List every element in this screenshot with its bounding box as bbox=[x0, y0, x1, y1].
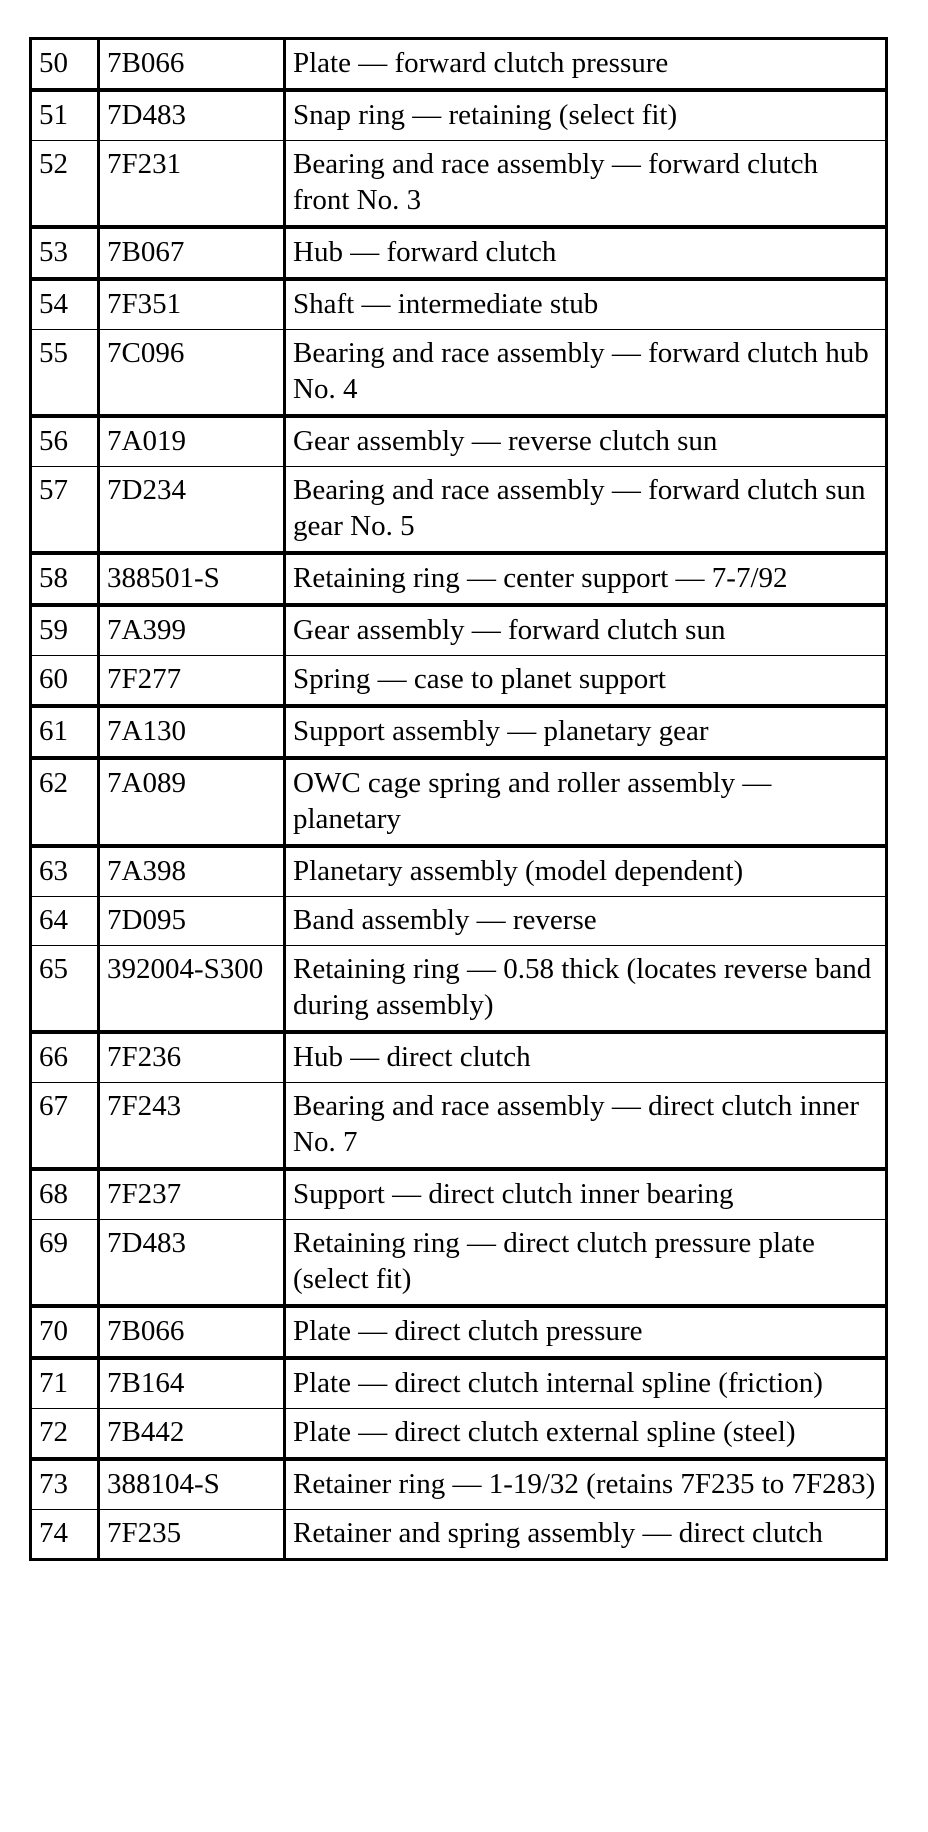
part-number-cell: 7B067 bbox=[99, 227, 285, 279]
description-cell: Bearing and race assembly — direct clutch inner No. 7 bbox=[285, 1083, 887, 1170]
table-row bbox=[31, 1032, 887, 1083]
part-number-cell: 7F235 bbox=[99, 1510, 285, 1560]
item-number-cell: 74 bbox=[31, 1510, 99, 1560]
part-number-cell: 392004-S300 bbox=[99, 946, 285, 1033]
part-number-cell: 7F236 bbox=[99, 1032, 285, 1083]
description-cell: Retaining ring — direct clutch pressure plate (select fit) bbox=[285, 1220, 887, 1307]
table-row bbox=[31, 1510, 887, 1560]
description-cell: OWC cage spring and roller assembly — planetary bbox=[285, 758, 887, 846]
description-cell: Support — direct clutch inner bearing bbox=[285, 1169, 887, 1220]
description-cell: Retainer and spring assembly — direct clutch bbox=[285, 1510, 887, 1560]
part-number-cell: 7F231 bbox=[99, 141, 285, 228]
part-number-cell: 388104-S bbox=[99, 1459, 285, 1510]
table-row bbox=[31, 605, 887, 656]
part-number-cell: 7F277 bbox=[99, 656, 285, 707]
table-row bbox=[31, 416, 887, 467]
description-cell: Hub — forward clutch bbox=[285, 227, 887, 279]
item-number-cell: 54 bbox=[31, 279, 99, 330]
table-row bbox=[31, 39, 887, 91]
part-number-cell: 7A399 bbox=[99, 605, 285, 656]
part-number-cell: 7D234 bbox=[99, 467, 285, 554]
table-row bbox=[31, 227, 887, 279]
part-number-cell: 388501-S bbox=[99, 553, 285, 605]
item-number-cell: 53 bbox=[31, 227, 99, 279]
description-cell: Bearing and race assembly — forward clutch sun gear No. 5 bbox=[285, 467, 887, 554]
table-row bbox=[31, 1083, 887, 1170]
parts-table-body bbox=[31, 39, 887, 1560]
description-cell: Plate — direct clutch internal spline (friction) bbox=[285, 1358, 887, 1409]
part-number-cell: 7C096 bbox=[99, 330, 285, 417]
part-number-cell: 7F237 bbox=[99, 1169, 285, 1220]
item-number-cell: 62 bbox=[31, 758, 99, 846]
item-number-cell: 51 bbox=[31, 90, 99, 141]
part-number-cell: 7D483 bbox=[99, 1220, 285, 1307]
description-cell: Plate — direct clutch pressure bbox=[285, 1306, 887, 1358]
item-number-cell: 59 bbox=[31, 605, 99, 656]
table-row bbox=[31, 1459, 887, 1510]
description-cell: Planetary assembly (model dependent) bbox=[285, 846, 887, 897]
item-number-cell: 68 bbox=[31, 1169, 99, 1220]
part-number-cell: 7D483 bbox=[99, 90, 285, 141]
item-number-cell: 67 bbox=[31, 1083, 99, 1170]
part-number-cell: 7A089 bbox=[99, 758, 285, 846]
item-number-cell: 70 bbox=[31, 1306, 99, 1358]
description-cell: Gear assembly — reverse clutch sun bbox=[285, 416, 887, 467]
item-number-cell: 72 bbox=[31, 1409, 99, 1460]
part-number-cell: 7D095 bbox=[99, 897, 285, 946]
part-number-cell: 7A398 bbox=[99, 846, 285, 897]
part-number-cell: 7F351 bbox=[99, 279, 285, 330]
table-row bbox=[31, 467, 887, 554]
description-cell: Gear assembly — forward clutch sun bbox=[285, 605, 887, 656]
part-number-cell: 7F243 bbox=[99, 1083, 285, 1170]
description-cell: Bearing and race assembly — forward clutch front No. 3 bbox=[285, 141, 887, 228]
table-row bbox=[31, 1409, 887, 1460]
item-number-cell: 52 bbox=[31, 141, 99, 228]
description-cell: Shaft — intermediate stub bbox=[285, 279, 887, 330]
description-cell: Plate — direct clutch external spline (steel) bbox=[285, 1409, 887, 1460]
description-cell: Snap ring — retaining (select fit) bbox=[285, 90, 887, 141]
item-number-cell: 73 bbox=[31, 1459, 99, 1510]
description-cell: Plate — forward clutch pressure bbox=[285, 39, 887, 91]
table-row bbox=[31, 656, 887, 707]
description-cell: Retainer ring — 1-19/32 (retains 7F235 to 7F283) bbox=[285, 1459, 887, 1510]
item-number-cell: 57 bbox=[31, 467, 99, 554]
item-number-cell: 55 bbox=[31, 330, 99, 417]
item-number-cell: 61 bbox=[31, 706, 99, 758]
table-row bbox=[31, 1358, 887, 1409]
part-number-cell: 7A130 bbox=[99, 706, 285, 758]
item-number-cell: 63 bbox=[31, 846, 99, 897]
table-row bbox=[31, 706, 887, 758]
item-number-cell: 58 bbox=[31, 553, 99, 605]
table-row bbox=[31, 897, 887, 946]
table-row bbox=[31, 330, 887, 417]
table-row bbox=[31, 553, 887, 605]
table-row bbox=[31, 758, 887, 846]
description-cell: Spring — case to planet support bbox=[285, 656, 887, 707]
item-number-cell: 60 bbox=[31, 656, 99, 707]
description-cell: Retaining ring — center support — 7-7/92 bbox=[285, 553, 887, 605]
table-row bbox=[31, 1169, 887, 1220]
part-number-cell: 7B442 bbox=[99, 1409, 285, 1460]
description-cell: Hub — direct clutch bbox=[285, 1032, 887, 1083]
description-cell: Retaining ring — 0.58 thick (locates reverse band during assembly) bbox=[285, 946, 887, 1033]
item-number-cell: 71 bbox=[31, 1358, 99, 1409]
item-number-cell: 69 bbox=[31, 1220, 99, 1307]
description-cell: Support assembly — planetary gear bbox=[285, 706, 887, 758]
description-cell: Band assembly — reverse bbox=[285, 897, 887, 946]
item-number-cell: 64 bbox=[31, 897, 99, 946]
table-row bbox=[31, 846, 887, 897]
part-number-cell: 7B066 bbox=[99, 1306, 285, 1358]
part-number-cell: 7B164 bbox=[99, 1358, 285, 1409]
table-row bbox=[31, 1220, 887, 1307]
part-number-cell: 7A019 bbox=[99, 416, 285, 467]
table-row bbox=[31, 90, 887, 141]
table-row bbox=[31, 946, 887, 1033]
item-number-cell: 65 bbox=[31, 946, 99, 1033]
description-cell: Bearing and race assembly — forward clutch hub No. 4 bbox=[285, 330, 887, 417]
parts-table bbox=[29, 37, 888, 1561]
item-number-cell: 56 bbox=[31, 416, 99, 467]
table-row bbox=[31, 1306, 887, 1358]
table-row bbox=[31, 141, 887, 228]
item-number-cell: 50 bbox=[31, 39, 99, 91]
part-number-cell: 7B066 bbox=[99, 39, 285, 91]
item-number-cell: 66 bbox=[31, 1032, 99, 1083]
table-row bbox=[31, 279, 887, 330]
